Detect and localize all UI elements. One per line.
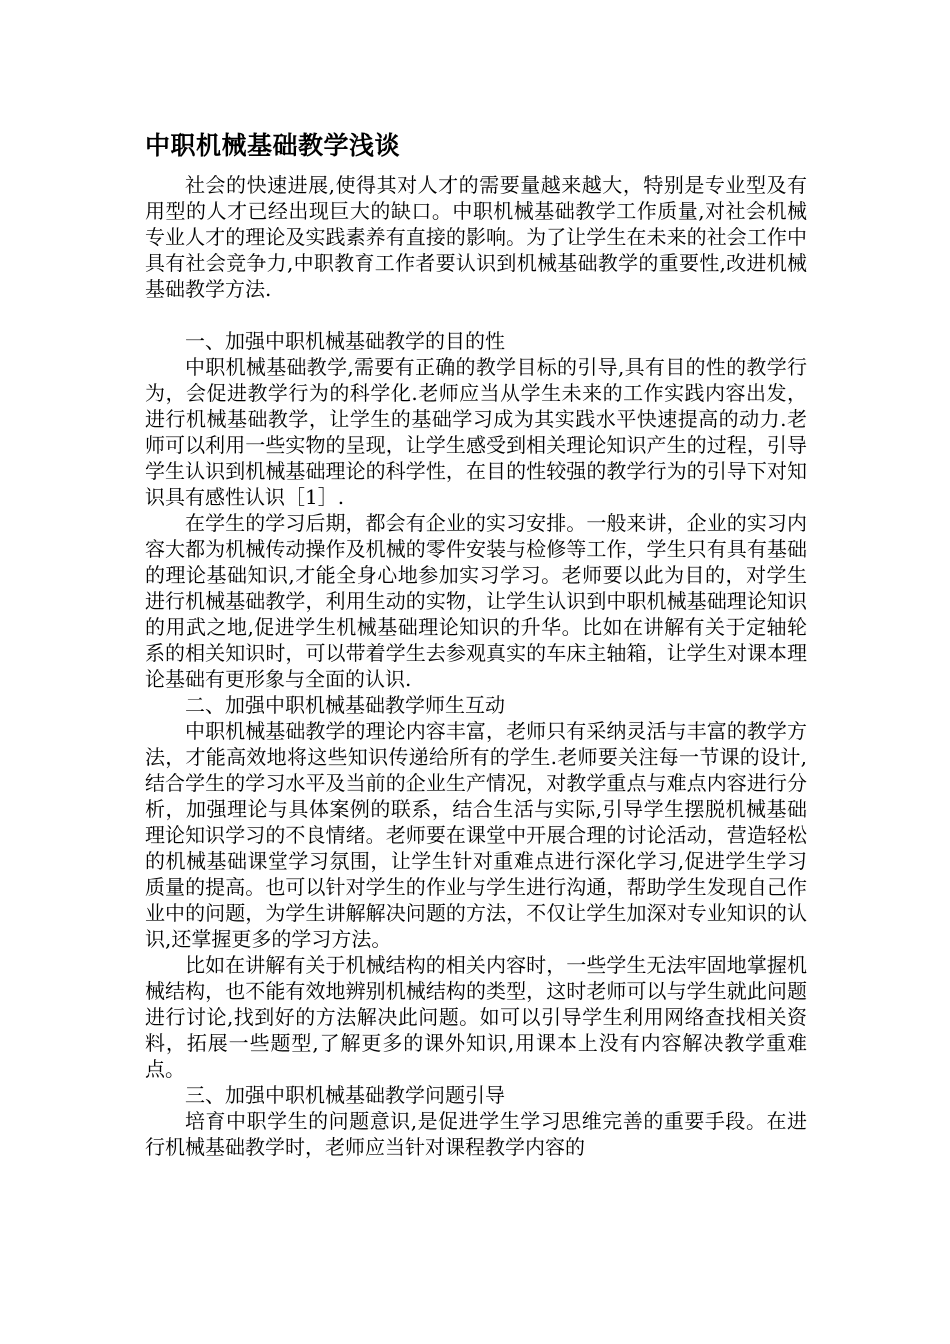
body-paragraph: 培育中职学生的问题意识,是促进学生学习思维完善的重要手段。在进行机械基础教学时，老师应当针对课程教学内容的 [145, 1109, 807, 1159]
intro-paragraph: 社会的快速进展,使得其对人才的需要量越来越大，特别是专业型及有用型的人才已经出现巨大的缺口。中职机械基础教学工作质量,对社会机械专业人才的理论及实践素养有直接的影响。为了让学生在未来的社会工作中具有社会竞争力,中职教育工作者要认识到机械基础教学的重要性,改进机械基础教学方法. [145, 173, 807, 301]
body-paragraph: 中职机械基础教学的理论内容丰富，老师只有采纳灵活与丰富的教学方法，才能高效地将这些知识传递给所有的学生.老师要关注每一节课的设计,结合学生的学习水平及当前的企业生产情况，对教学重点与难点内容进行分析，加强理论与具体案例的联系，结合生活与实际,引导学生摆脱机械基础理论知识学习的不良情绪。老师要在课堂中开展合理的讨论活动，营造轻松的机械基础课堂学习氛围，让学生针对重难点进行深化学习,促进学生学习质量的提高。也可以针对学生的作业与学生进行沟通，帮助学生发现自己作业中的问题，为学生讲解解决问题的方法，不仅让学生加深对专业知识的认识,还掌握更多的学习方法。 [145, 719, 807, 951]
section-heading: 二、加强中职机械基础教学师生互动 [185, 693, 505, 717]
section-3 [145, 1082, 807, 1160]
document-title: 中职机械基础教学浅谈 [145, 131, 401, 160]
body-paragraph: 中职机械基础教学,需要有正确的教学目标的引导,具有目的性的教学行为，会促进教学行为的科学化.老师应当从学生未来的工作实践内容出发，进行机械基础教学，让学生的基础学习成为其实践水平快速提高的动力.老师可以利用一些实物的呈现，让学生感受到相关理论知识产生的过程，引导学生认识到机械基础理论的科学性，在目的性较强的教学行为的引导下对知识具有感性认识［1］. [145, 355, 807, 509]
section-heading: 一、加强中职机械基础教学的目的性 [185, 329, 505, 353]
body-paragraph: 比如在讲解有关于机械结构的相关内容时，一些学生无法牢固地掌握机械结构，也不能有效地辨别机械结构的类型，这时老师可以与学生就此问题进行讨论,找到好的方法解决此问题。如可以引导学生利用网络查找相关资料，拓展一些题型,了解更多的课外知识,用课本上没有内容解决教学重难点。 [145, 953, 807, 1081]
paragraph-gap [145, 302, 807, 328]
section-1 [145, 328, 807, 692]
body-paragraph: 在学生的学习后期，都会有企业的实习安排。一般来讲，企业的实习内容大都为机械传动操作及机械的零件安装与检修等工作，学生只有具有基础的理论基础知识,才能全身心地参加实习学习。老师要以此为目的，对学生进行机械基础教学，利用生动的实物，让学生认识到中职机械基础理论知识的用武之地,促进学生机械基础理论知识的升华。比如在讲解有关于定轴轮系的相关知识时，可以带着学生去参观真实的车床主轴箱，让学生对课本理论基础有更形象与全面的认识. [145, 511, 807, 691]
section-2 [145, 692, 807, 1082]
document-page [145, 126, 807, 1160]
section-heading: 三、加强中职机械基础教学问题引导 [185, 1083, 505, 1107]
